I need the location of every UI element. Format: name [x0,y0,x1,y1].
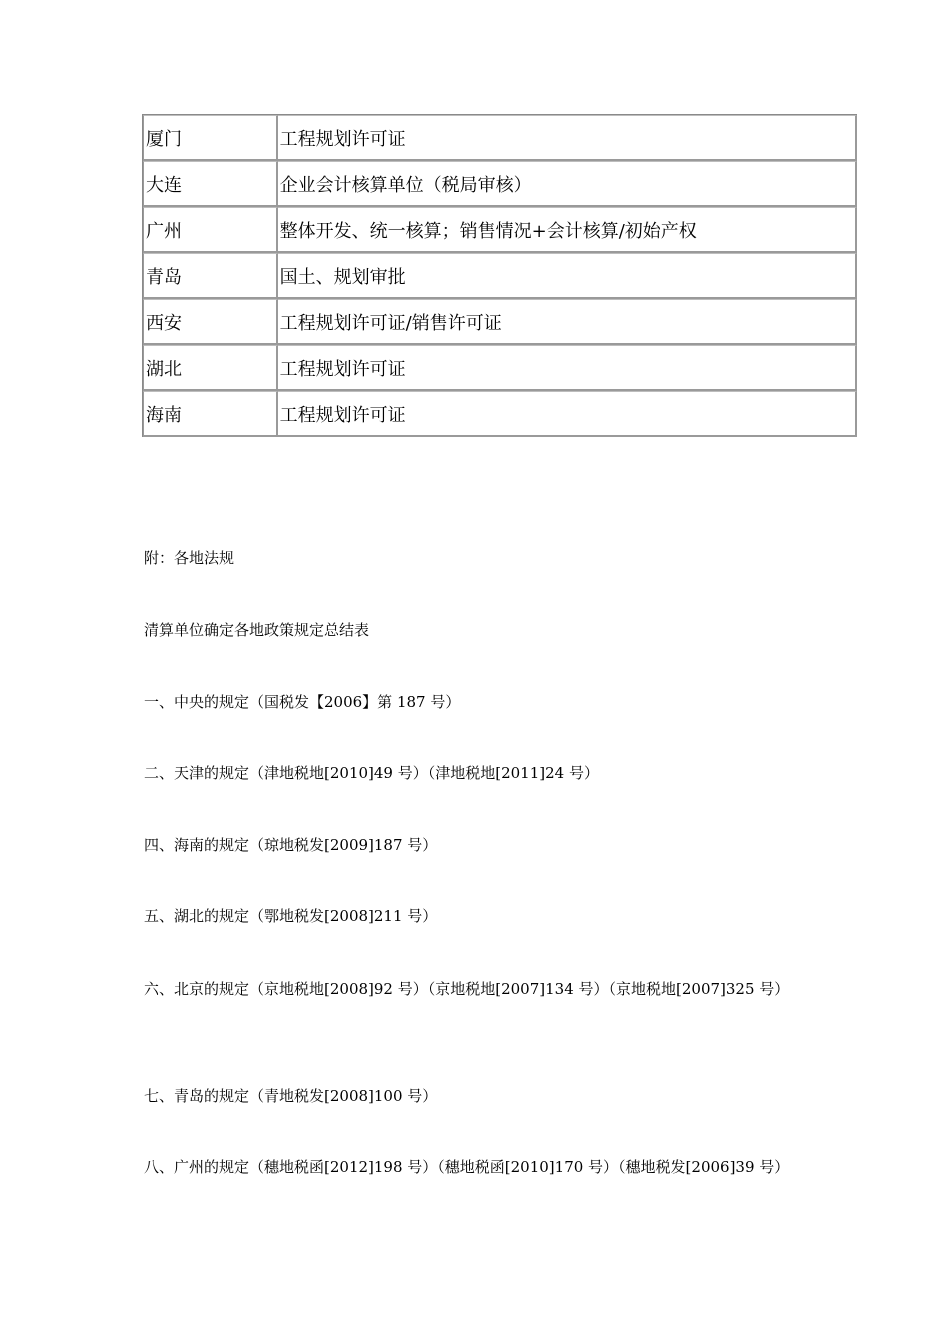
basis-cell: 工程规划许可证 [278,345,857,391]
regulation-item: 五、湖北的规定（鄂地税发[2008]211 号） [144,907,438,925]
regulation-item: 一、中央的规定（国税发【2006】第 187 号） [144,693,461,711]
table-row [143,299,857,345]
table-row [143,345,857,391]
basis-cell: 整体开发、统一核算；销售情况+会计核算/初始产权 [278,207,857,253]
region-cell: 广州 [143,207,278,253]
basis-cell: 工程规划许可证/销售许可证 [278,299,857,345]
regulation-item: 六、北京的规定（京地税地[2008]92 号）（京地税地[2007]134 号）（京地税地[2007]325 号） [144,980,790,998]
region-basis-table [142,114,857,437]
region-cell: 厦门 [143,115,278,161]
table-row [143,391,857,437]
region-cell: 海南 [143,391,278,437]
region-cell: 青岛 [143,253,278,299]
regulation-item: 七、青岛的规定（青地税发[2008]100 号） [144,1087,438,1105]
regulation-item: 四、海南的规定（琼地税发[2009]187 号） [144,836,438,854]
table-row [143,207,857,253]
table-row [143,253,857,299]
basis-cell: 工程规划许可证 [278,391,857,437]
regulation-item: 八、广州的规定（穗地税函[2012]198 号）（穗地税函[2010]170 号）（穗地税发[2006]39 号） [144,1158,790,1176]
region-cell: 湖北 [143,345,278,391]
basis-cell: 国土、规划审批 [278,253,857,299]
basis-cell: 企业会计核算单位（税局审核） [278,161,857,207]
appendix-heading: 附：各地法规 [144,549,235,567]
region-cell: 西安 [143,299,278,345]
table-row [143,115,857,161]
table-row [143,161,857,207]
region-cell: 大连 [143,161,278,207]
basis-cell: 工程规划许可证 [278,115,857,161]
regulation-item: 二、天津的规定（津地税地[2010]49 号）（津地税地[2011]24 号） [144,764,599,782]
summary-title: 清算单位确定各地政策规定总结表 [144,621,370,639]
